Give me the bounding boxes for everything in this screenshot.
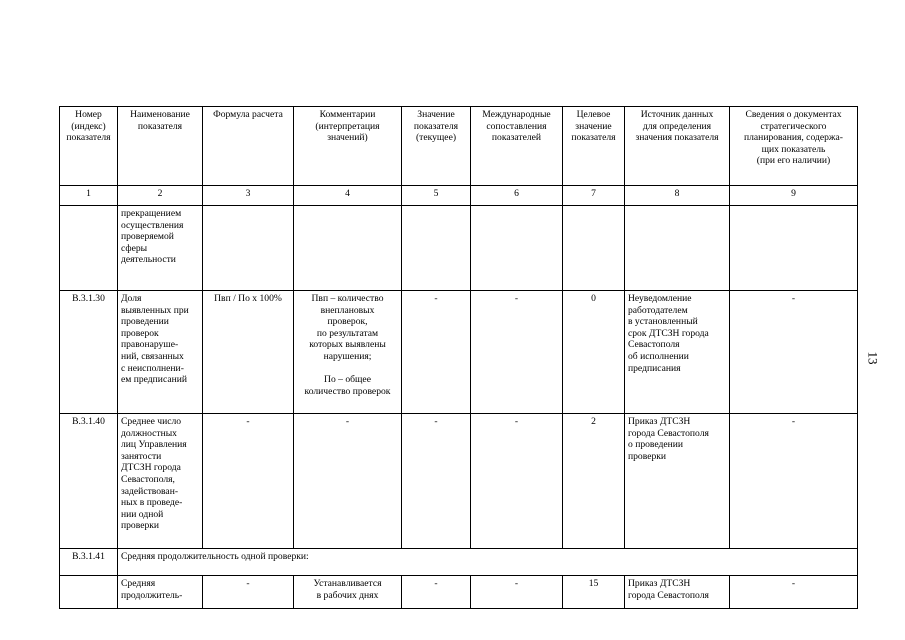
header-cell-data-source: Источник данных для определения значения показателя [625, 107, 730, 186]
cell-name: Среднее число должностных лиц Управления занятости ДТСЗН города Севастополя, задействован- ных в проведе- нии одной проверки [118, 414, 203, 549]
cell-comments [294, 206, 402, 291]
header-cell-current-value: Значение показателя (текущее) [402, 107, 471, 186]
header-cell-name: Наименование показателя [118, 107, 203, 186]
cell-data-source: Приказ ДТСЗН города Севастополя о проведении проверки [625, 414, 730, 549]
cell-index [60, 576, 118, 609]
header-cell-documents: Сведения о документах стратегического планирования, содержа- щих показатель (при его наличии) [730, 107, 858, 186]
cell-target-value [563, 206, 625, 291]
cell-data-source: Неуведомление работодателем в установленный срок ДТСЗН города Севастополя об исполнении предписания [625, 291, 730, 414]
cell-formula: - [203, 414, 294, 549]
table-row [60, 291, 858, 414]
cell-international: - [471, 414, 563, 549]
column-number: 8 [625, 186, 730, 206]
cell-documents: - [730, 576, 858, 609]
table-row [60, 414, 858, 549]
cell-documents: - [730, 414, 858, 549]
column-number: 2 [118, 186, 203, 206]
cell-formula: - [203, 576, 294, 609]
table-row [60, 549, 858, 576]
table-row [60, 576, 858, 609]
column-number-row [60, 186, 858, 206]
cell-name: Средняя продолжитель- [118, 576, 203, 609]
column-number: 7 [563, 186, 625, 206]
cell-data-source [625, 206, 730, 291]
cell-name: прекращением осуществления проверяемой сферы деятельности [118, 206, 203, 291]
column-number: 4 [294, 186, 402, 206]
column-number: 1 [60, 186, 118, 206]
cell-international: - [471, 291, 563, 414]
cell-target-value: 2 [563, 414, 625, 549]
cell-comments: Пвп – количество внеплановых проверок, по результатам которых выявлены нарушения; По – общее количество проверок [294, 291, 402, 414]
cell-documents [730, 206, 858, 291]
cell-formula [203, 206, 294, 291]
indicators-table [59, 106, 858, 609]
cell-comments: - [294, 414, 402, 549]
table-row [60, 206, 858, 291]
cell-current-value: - [402, 576, 471, 609]
cell-formula: Пвп / По х 100% [203, 291, 294, 414]
page-number: 13 [865, 351, 881, 365]
cell-index: В.3.1.40 [60, 414, 118, 549]
header-cell-international: Международные сопоставления показателей [471, 107, 563, 186]
cell-index: В.3.1.30 [60, 291, 118, 414]
table-header-row [60, 107, 858, 186]
header-cell-formula: Формула расчета [203, 107, 294, 186]
cell-data-source: Приказ ДТСЗН города Севастополя [625, 576, 730, 609]
cell-documents: - [730, 291, 858, 414]
cell-current-value [402, 206, 471, 291]
cell-name: Доля выявленных при проведении проверок правонаруше- ний, связанных с неисполнени- ем предписаний [118, 291, 203, 414]
column-number: 6 [471, 186, 563, 206]
cell-current-value: - [402, 291, 471, 414]
cell-index: В.3.1.41 [60, 549, 118, 576]
column-number: 3 [203, 186, 294, 206]
cell-target-value: 15 [563, 576, 625, 609]
cell-current-value: - [402, 414, 471, 549]
cell-target-value: 0 [563, 291, 625, 414]
cell-international: - [471, 576, 563, 609]
column-number: 5 [402, 186, 471, 206]
cell-spanning-title: Средняя продолжительность одной проверки: [118, 549, 858, 576]
cell-international [471, 206, 563, 291]
header-cell-comments: Комментарии (интерпретация значений) [294, 107, 402, 186]
column-number: 9 [730, 186, 858, 206]
header-cell-index: Номер (индекс) показателя [60, 107, 118, 186]
cell-index [60, 206, 118, 291]
header-cell-target-value: Целевое значение показателя [563, 107, 625, 186]
cell-comments: Устанавливается в рабочих днях [294, 576, 402, 609]
